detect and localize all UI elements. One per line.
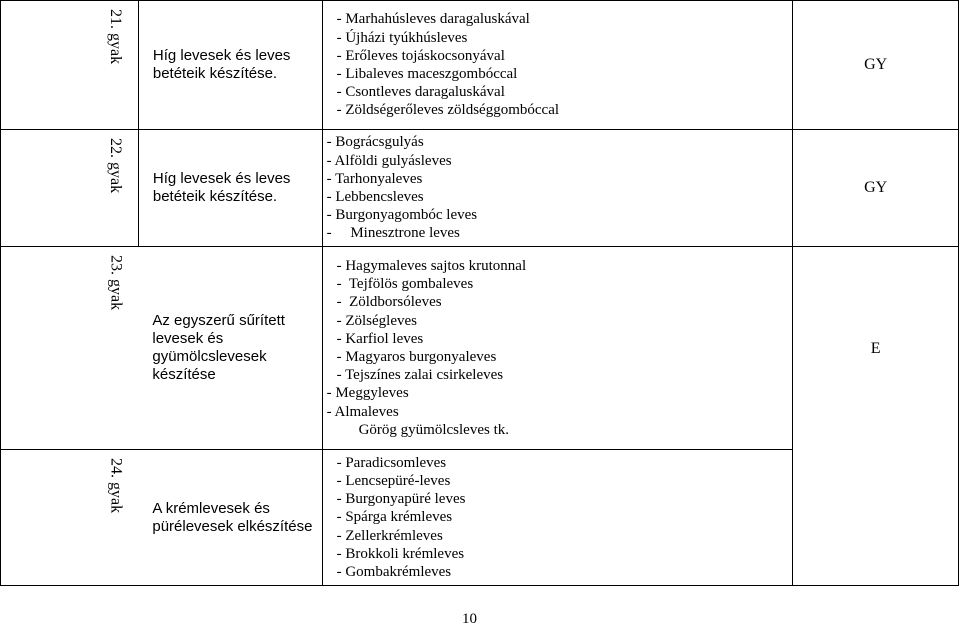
session-number-cell: [1, 1, 139, 130]
grade-label: GY: [864, 179, 888, 196]
list-item: - Tejfölös gombaleves: [336, 276, 474, 293]
grade-label: GY: [864, 56, 888, 73]
list-item: - Spárga krémleves: [336, 509, 453, 526]
topic-line: gyümölcslevesek: [152, 348, 267, 365]
list-item: - Alföldi gulyásleves: [326, 152, 452, 169]
list-item: - Marhahúsleves daragaluskával: [336, 11, 530, 28]
list-item: - Hagymaleves sajtos krutonnal: [336, 257, 527, 274]
session-number: 21. gyak: [106, 9, 124, 65]
session-number: 22. gyak: [106, 138, 124, 194]
topic-line: levesek és: [152, 330, 224, 347]
grade-cell: [793, 130, 959, 247]
items-cell: [322, 1, 793, 130]
list-item: - Brokkoli krémleves: [336, 545, 465, 562]
topic-line: Az egyszerű sűrített: [152, 312, 285, 329]
grade-cell: [793, 1, 959, 130]
list-item: - Meggyleves: [326, 385, 409, 402]
topic-cell: [138, 1, 322, 130]
list-item: - Zölségleves: [336, 312, 417, 329]
list-item: Görög gyümölcsleves tk.: [358, 421, 509, 438]
session-number: 23. gyak: [107, 255, 125, 311]
topic-line: pürélevesek elkészítése: [152, 517, 313, 535]
list-item: - Tejszínes zalai csirkeleves: [336, 367, 504, 384]
list-item: - Lencsepüré-leves: [336, 472, 451, 489]
list-item: - Lebbencsleves: [326, 189, 424, 205]
list-item: - Zöldségerőleves zöldséggombóccal: [336, 102, 560, 119]
list-item: - Csontleves daragaluskával: [336, 84, 505, 101]
page-number: 10: [462, 611, 477, 627]
list-item: - Erőleves tojáskocsonyával: [336, 47, 505, 64]
list-item: - Libaleves maceszgombóccal: [336, 66, 518, 82]
topic-line: betéteik készítése.: [152, 65, 278, 82]
session-number-cell: [1, 450, 139, 586]
topic-line: betéteik készítése.: [152, 188, 278, 205]
topic-cell: [138, 450, 322, 586]
list-item: - Karfiol leves: [336, 330, 424, 347]
items-cell: [322, 130, 793, 247]
list-item: - Paradicsomleves: [336, 454, 447, 471]
table-row: [1, 1, 959, 130]
topic-line: Híg levesek és leves: [152, 47, 291, 64]
table-row: [1, 247, 959, 450]
session-number: 24. gyak: [107, 458, 125, 514]
list-item: - Bográcsgulyás: [326, 134, 424, 151]
grade-label: E: [870, 340, 881, 357]
session-number-cell: [1, 247, 139, 450]
grade-cell: [793, 247, 959, 586]
session-number-cell: [1, 130, 139, 247]
list-item: - Burgonyapüré leves: [336, 491, 466, 508]
list-item: - Gombakrémleves: [336, 564, 452, 580]
topic-cell: [138, 247, 322, 450]
list-item: - Magyaros burgonyaleves: [336, 349, 497, 365]
list-item: - Tarhonyaleves: [326, 170, 423, 187]
list-item: - Zellerkrémleves: [336, 527, 443, 544]
topic-cell: [138, 130, 322, 247]
list-item: - Burgonyagombóc leves: [326, 207, 478, 224]
topic-line: A krémlevesek és: [152, 499, 270, 517]
items-cell: [322, 247, 793, 450]
list-item: - Újházi tyúkhúsleves: [336, 29, 468, 46]
list-item: - Zöldborsóleves: [336, 294, 442, 311]
topic-line: Híg levesek és leves: [152, 170, 291, 187]
topic-line: készítése: [152, 366, 216, 383]
table-row: [1, 130, 959, 247]
list-item: - Almaleves: [326, 403, 399, 420]
list-item: - Minesztrone leves: [326, 225, 460, 242]
items-cell: [322, 450, 793, 586]
